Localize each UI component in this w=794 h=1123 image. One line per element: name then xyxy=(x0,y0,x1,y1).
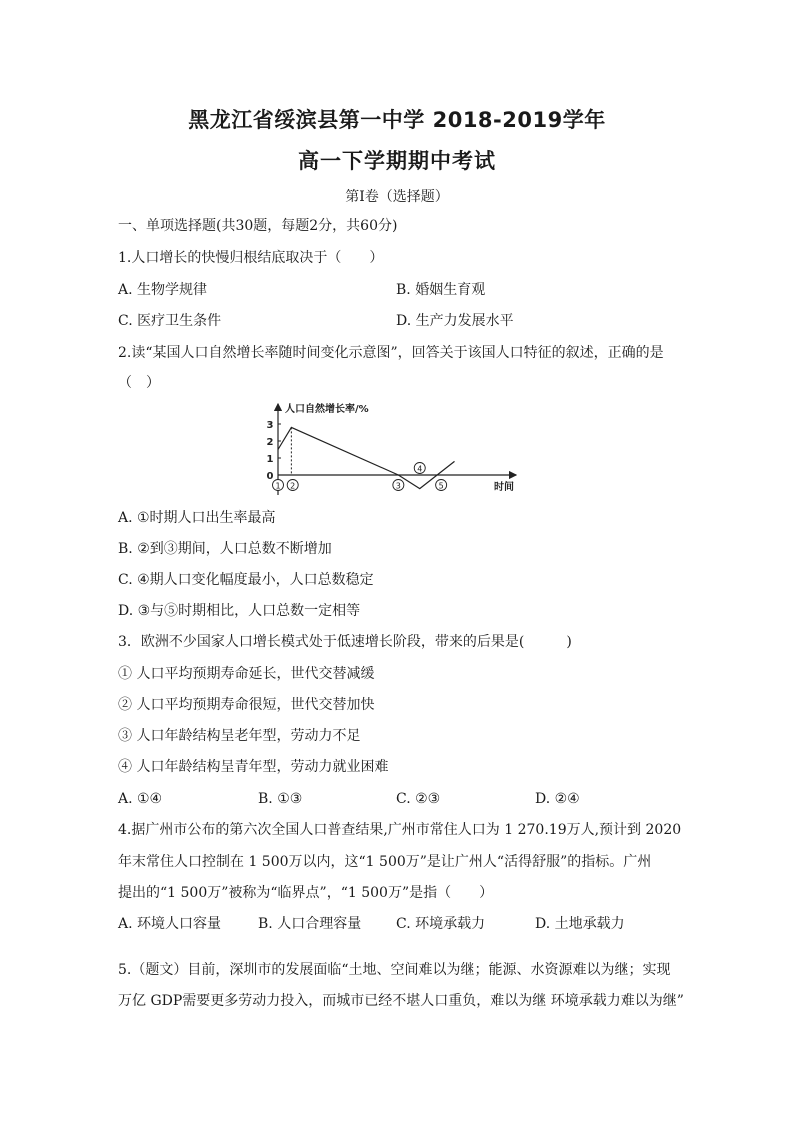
q3-statement-4: ④ 人口年龄结构呈青年型，劳动力就业困难 xyxy=(118,759,389,775)
population-growth-chart xyxy=(258,398,522,498)
q1-option-c: C. 医疗卫生条件 xyxy=(118,313,222,329)
q1-stem: 1.人口增长的快慢归根结底取决于（ ） xyxy=(118,250,384,266)
q3-option-c: C. ②③ xyxy=(396,791,441,807)
y-tick-label: 0 xyxy=(266,471,274,482)
q4-stem-line1: 4.据广州市公布的第六次全国人口普查结果,广州市常住人口为 1 270.19万人,预计到 2020 xyxy=(118,822,682,838)
q3-statement-2: ② 人口平均预期寿命很短，世代交替加快 xyxy=(118,697,375,713)
q2-option-b: B. ②到③期间，人口总数不断增加 xyxy=(118,541,332,557)
y-tick-label: 1 xyxy=(266,454,274,465)
growth-rate-line xyxy=(278,427,455,488)
q4-option-d: D. 土地承载力 xyxy=(535,916,625,932)
y-tick-label: 3 xyxy=(266,420,274,431)
q3-stem: 3．欧洲不少国家人口增长模式处于低速增长阶段，带来的后果是( ) xyxy=(118,634,572,650)
q2-option-c: C. ④期人口变化幅度最小，人口总数稳定 xyxy=(118,572,374,588)
q3-statement-1: ① 人口平均预期寿命延长，世代交替减缓 xyxy=(118,666,375,682)
q4-option-a: A. 环境人口容量 xyxy=(118,916,222,932)
q1-option-d: D. 生产力发展水平 xyxy=(396,313,514,329)
y-axis-label: 人口自然增长率/% xyxy=(285,404,369,415)
section-heading: 一、单项选择题(共30题，每题2分，共60分) xyxy=(118,218,398,234)
exam-title: 黑龙江省绥滨县第一中学 2018-2019学年 xyxy=(188,108,606,132)
q3-option-a: A. ①④ xyxy=(118,791,163,807)
q4-option-c: C. 环境承载力 xyxy=(396,916,486,932)
y-tick-label: 2 xyxy=(266,437,274,448)
q2-stem-line1: 2.读“某国人口自然增长率随时间变化示意图”，回答关于该国人口特征的叙述，正确的是 xyxy=(118,345,664,361)
period-marker xyxy=(414,463,425,474)
x-axis-label: 时间 xyxy=(494,482,514,493)
q3-option-d: D. ②④ xyxy=(535,791,580,807)
q5-stem-line1: 5.（题文）目前，深圳市的发展面临“土地、空间难以为继；能源、水资源难以为继；实现 xyxy=(118,962,671,978)
exam-subtitle: 高一下学期期中考试 xyxy=(298,149,496,173)
q1-option-b: B. 婚姻生育观 xyxy=(396,282,486,298)
period-marker-label: 2 xyxy=(290,481,296,491)
q3-option-b: B. ①③ xyxy=(258,791,303,807)
q4-stem-line2: 年末常住人口控制在 1 500万以内，这“1 500万”是让广州人“活得舒服”的指标。广州 xyxy=(118,854,652,870)
q2-option-d: D. ③与⑤时期相比，人口总数一定相等 xyxy=(118,603,361,619)
period-marker xyxy=(287,480,298,491)
period-marker-label: 5 xyxy=(438,481,444,491)
q4-stem-line3: 提出的“1 500万”被称为“临界点”，“1 500万”是指（ ） xyxy=(118,885,494,901)
period-marker-label: 3 xyxy=(395,481,401,491)
q4-option-b: B. 人口合理容量 xyxy=(258,916,362,932)
volume-heading: 第Ⅰ卷（选择题） xyxy=(345,189,449,205)
q5-stem-line2: 万亿 GDP需要更多劳动力投入，而城市已经不堪人口重负，难以为继 环境承载力难以为继” xyxy=(118,993,684,1009)
q2-stem-line2: （ ） xyxy=(118,375,160,391)
period-marker-label: 4 xyxy=(417,464,423,474)
q2-option-a: A. ①时期人口出生率最高 xyxy=(118,510,276,526)
period-marker xyxy=(436,480,447,491)
period-marker xyxy=(273,480,284,491)
period-marker xyxy=(393,480,404,491)
period-marker-label: 1 xyxy=(275,481,281,491)
q3-statement-3: ③ 人口年龄结构呈老年型，劳动力不足 xyxy=(118,728,361,744)
q1-option-a: A. 生物学规律 xyxy=(118,282,208,298)
